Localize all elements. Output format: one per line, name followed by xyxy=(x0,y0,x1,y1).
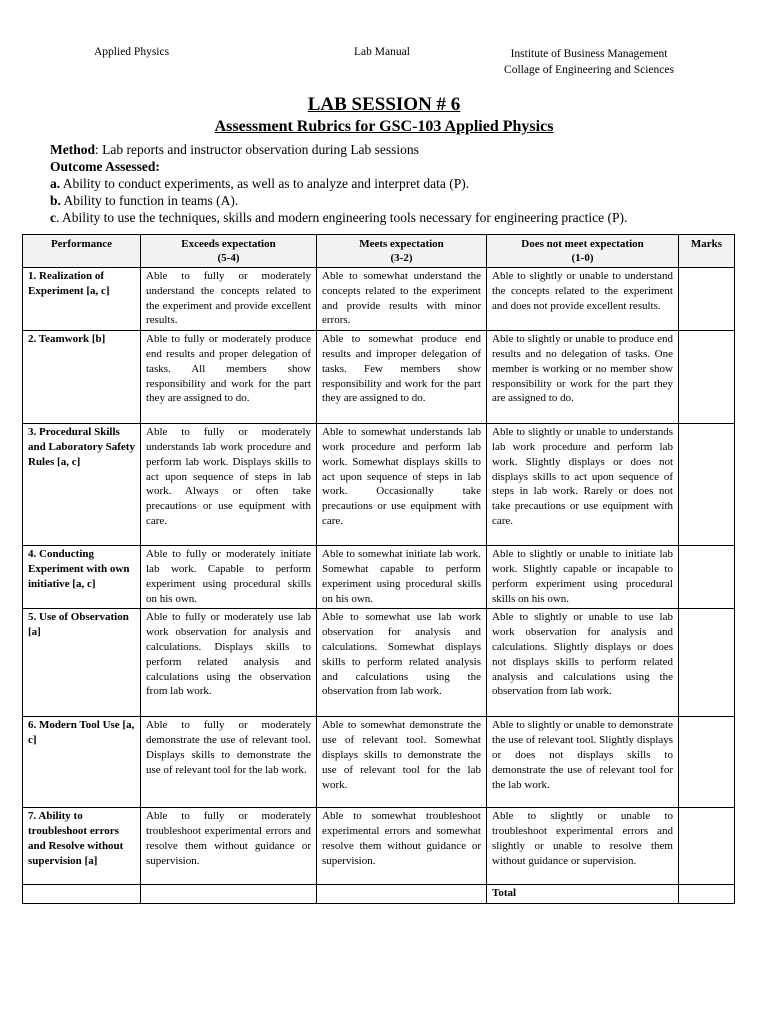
row-meets: Able to somewhat use lab work observation for analysis and calculations. Somewhat displays skills to perform related analysis and calculations using the observation from lab work. xyxy=(317,609,487,717)
row-exceeds: Able to fully or moderately understand the concepts related to the experiment and provide excellent results. xyxy=(141,268,317,331)
table-row xyxy=(23,268,735,331)
rubric-table xyxy=(22,234,735,904)
row-performance: 4. Conducting Experiment with own initiative [a, c] xyxy=(23,546,141,609)
total-empty-cell xyxy=(317,885,487,904)
method-line xyxy=(50,141,750,158)
row-marks-cell[interactable] xyxy=(679,424,735,546)
outcome-c: c. Ability to use the techniques, skills and modern engineering tools necessary for engineering practice (P). xyxy=(50,210,628,225)
header-marks: Marks xyxy=(679,235,735,268)
row-not-meet: Able to slightly or unable to initiate lab work. Slightly capable or incapable to perform experiment using procedural skills on his own. xyxy=(487,546,679,609)
row-not-meet: Able to slightly or unable to use lab work observation for analysis and calculations. Slightly displays or does not displays skills to perform related analysis and calculations using the observation from lab work. xyxy=(487,609,679,717)
table-row xyxy=(23,331,735,424)
row-meets: Able to somewhat understand the concepts related to the experiment and provide results with minor errors. xyxy=(317,268,487,331)
table-row xyxy=(23,609,735,717)
row-not-meet: Able to slightly or unable to demonstrate the use of relevant tool. Slightly displays or does not displays skills to demonstrate the use of relevant tool for the lab work. xyxy=(487,717,679,808)
row-marks-cell[interactable] xyxy=(679,331,735,424)
table-row xyxy=(23,424,735,546)
row-meets: Able to somewhat troubleshoot experimental errors and somewhat resolve them without guidance or supervision. xyxy=(317,808,487,885)
row-performance: 1. Realization of Experiment [a, c] xyxy=(23,268,141,331)
row-exceeds: Able to fully or moderately produce end results and proper delegation of tasks. All members show responsibility and work for the part they are assigned to do. xyxy=(141,331,317,424)
row-not-meet: Able to slightly or unable to understands lab work procedure and perform lab work. Slightly displays or does not displays skills to act upon sequence of steps in lab work. Rarely or does not take precautions or use equipment with care. xyxy=(487,424,679,546)
intro-section xyxy=(50,141,750,226)
header-meets: Meets expectation (3-2) xyxy=(317,235,487,268)
page-header xyxy=(0,44,768,84)
method-label: Method xyxy=(50,142,95,157)
row-exceeds: Able to fully or moderately use lab work observation for analysis and calculations. Displays skills to perform related analysis and calculations using the observation from lab work. xyxy=(141,609,317,717)
table-header-row xyxy=(23,235,735,268)
total-marks-cell[interactable] xyxy=(679,885,735,904)
outcome-a: a. Ability to conduct experiments, as well as to analyze and interpret data (P). xyxy=(50,176,470,191)
header-not-meet: Does not meet expectation (1-0) xyxy=(487,235,679,268)
row-performance: 2. Teamwork [b] xyxy=(23,331,141,424)
total-row xyxy=(23,885,735,904)
row-performance: 6. Modern Tool Use [a, c] xyxy=(23,717,141,808)
row-not-meet: Able to slightly or unable to troubleshoot experimental errors and slightly or unable to resolve them without guidance or supervision. xyxy=(487,808,679,885)
row-marks-cell[interactable] xyxy=(679,268,735,331)
header-course: Applied Physics xyxy=(94,46,170,58)
table-row xyxy=(23,717,735,808)
header-institute-name: Institute of Business Management xyxy=(510,48,668,60)
row-not-meet: Able to slightly or unable to understand the concepts related to the experiment and does not provide excellent results. xyxy=(487,268,679,331)
row-marks-cell[interactable] xyxy=(679,609,735,717)
row-performance: 3. Procedural Skills and Laboratory Safety Rules [a, c] xyxy=(23,424,141,546)
row-meets: Able to somewhat demonstrate the use of relevant tool. Somewhat displays skills to demonstrate the use of relevant tool for the lab work. xyxy=(317,717,487,808)
header-institute xyxy=(484,46,694,78)
row-performance: 5. Use of Observation [a] xyxy=(23,609,141,717)
row-not-meet: Able to slightly or unable to produce end results and no delegation of tasks. One member is working or no member show responsibility or work for the part they are assigned to do. xyxy=(487,331,679,424)
total-empty-cell xyxy=(23,885,141,904)
row-marks-cell[interactable] xyxy=(679,717,735,808)
method-text: : Lab reports and instructor observation during Lab sessions xyxy=(95,142,419,157)
table-row xyxy=(23,546,735,609)
header-college-name: Collage of Engineering and Sciences xyxy=(504,64,674,76)
header-manual: Lab Manual xyxy=(354,46,410,58)
row-marks-cell[interactable] xyxy=(679,808,735,885)
row-meets: Able to somewhat initiate lab work. Somewhat capable to perform experiment using procedural skills on his own. xyxy=(317,546,487,609)
row-exceeds: Able to fully or moderately understands lab work procedure and perform lab work. Displays skills to act upon sequence of steps in lab work. Always or often take precautions or use equipment with care. xyxy=(141,424,317,546)
outcome-b: b. Ability to function in teams (A). xyxy=(50,193,239,208)
outcome-heading: Outcome Assessed: xyxy=(50,159,160,174)
row-exceeds: Able to fully or moderately troubleshoot experimental errors and resolve them without guidance or supervision. xyxy=(141,808,317,885)
page-title: LAB SESSION # 6 xyxy=(307,94,461,115)
table-row xyxy=(23,808,735,885)
total-label: Total xyxy=(487,885,679,904)
row-exceeds: Able to fully or moderately initiate lab work. Capable to perform experiment using procedural skills on his own. xyxy=(141,546,317,609)
row-performance: 7. Ability to troubleshoot errors and Resolve without supervision [a] xyxy=(23,808,141,885)
header-performance: Performance xyxy=(23,235,141,268)
row-marks-cell[interactable] xyxy=(679,546,735,609)
total-empty-cell xyxy=(141,885,317,904)
row-meets: Able to somewhat produce end results and improper delegation of tasks. Few members show responsibility and work for the part they are assigned to do. xyxy=(317,331,487,424)
header-exceeds: Exceeds expectation (5-4) xyxy=(141,235,317,268)
row-exceeds: Able to fully or moderately demonstrate the use of relevant tool. Displays skills to demonstrate the use of relevant tool for the lab work. xyxy=(141,717,317,808)
page-subtitle: Assessment Rubrics for GSC-103 Applied Physics xyxy=(214,118,554,135)
row-meets: Able to somewhat understands lab work procedure and perform lab work. Somewhat displays skills to act upon sequence of steps in lab work. Occasionally take precautions or use equipment with care. xyxy=(317,424,487,546)
